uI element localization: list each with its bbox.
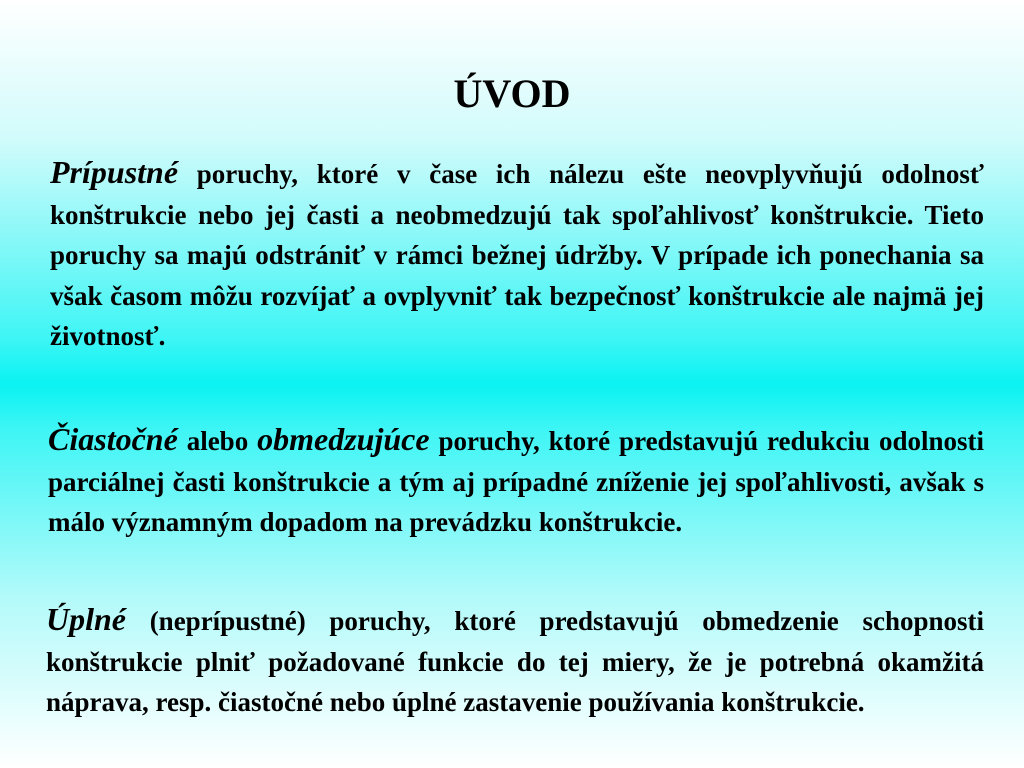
term-limiting: obmedzujúce	[257, 421, 430, 457]
paragraph-permissible-defects	[50, 152, 984, 357]
paragraph-text: poruchy, ktoré v čase ich nálezu ešte neovplyvňujú odolnosť konštrukcie nebo jej časti a neobmedzujú tak spoľahlivosť konštrukcie. Tieto poruchy sa majú odstrániť v rámci bežnej údržby. V prípade ich ponechania sa však časom môžu rozvíjať a ovplyvniť tak bezpečnosť konštrukcie ale najmä jej životnosť.	[50, 159, 984, 352]
term-permissible: Prípustné	[50, 154, 179, 190]
term-partial: Čiastočné	[48, 421, 178, 457]
paragraph-text: poruchy, ktoré predstavujú redukciu odolnosti parciálnej časti konštrukcie a tým aj prípadné zníženie jej spoľahlivosti, avšak s málo významným dopadom na prevádzku konštrukcie.	[48, 426, 984, 538]
paragraph-text: (neprípustné) poruchy, ktoré predstavujú obmedzenie schopnosti konštrukcie plniť požadované funkcie do tej miery, že je potrebná okamžitá náprava, resp. čiastočné nebo úplné zastavenie používania konštrukcie.	[46, 606, 984, 718]
paragraph-complete-defects	[46, 599, 984, 723]
paragraph-connector: alebo	[177, 426, 258, 456]
slide-title: ÚVOD	[453, 71, 571, 116]
paragraph-partial-defects	[48, 419, 984, 543]
term-complete: Úplné	[46, 601, 126, 637]
